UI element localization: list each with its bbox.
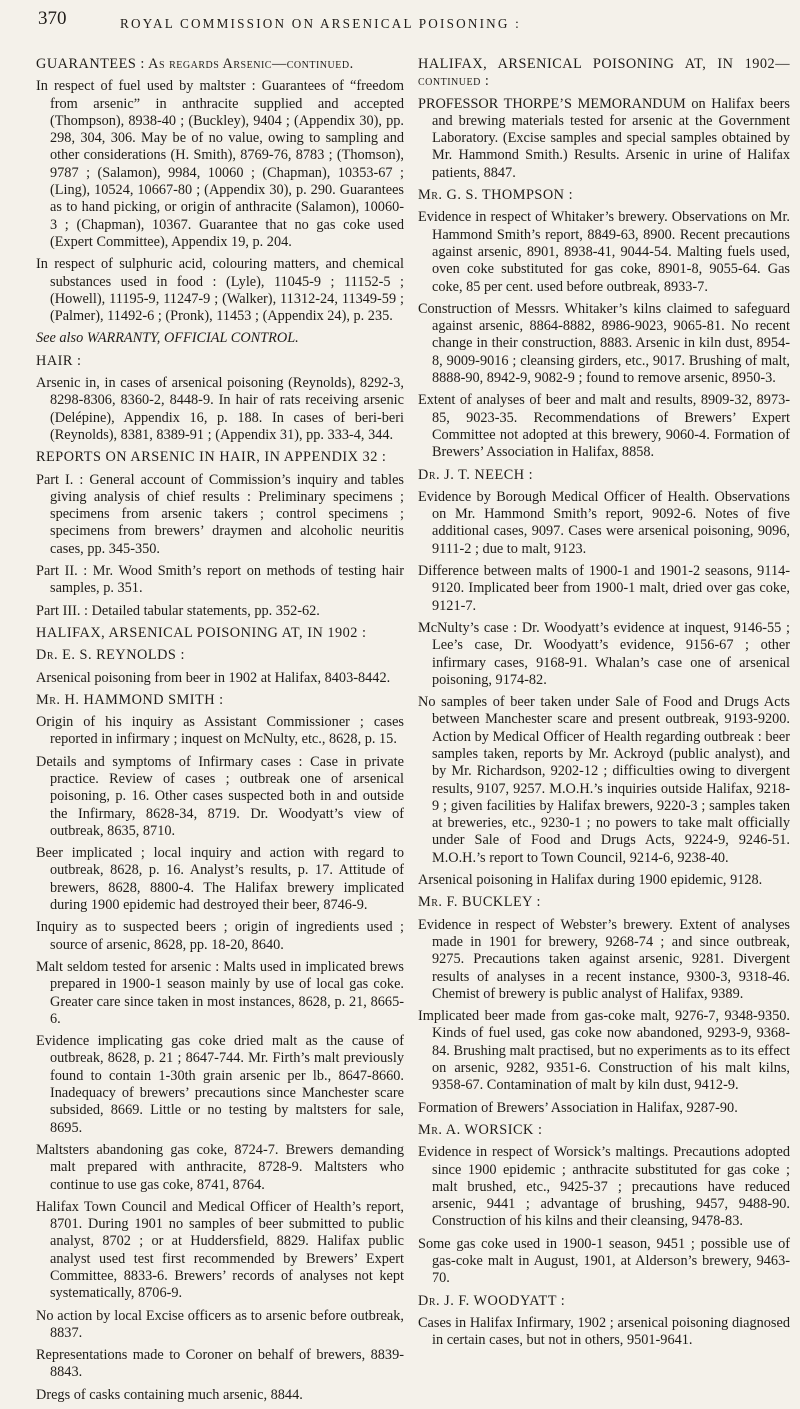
index-entry: No samples of beer taken under Sale of Food and Drugs Acts between Manchester scare and present outbreak, 9193-9200. Action by Medical Officer of Health regarding outbreak : beer samples taken, reports by Mr. Ackroyd (public analyst), and by Mr. Richardson, 9202-12 ; difficulties owing to divergent results, 9107, 9257. M.O.H.’s inquiries outside Halifax, 9218-9 ; given facilities by Halifax brewers, 9220-3 ; samples taken at breweries, etc., 9230-1 ; no powers to take malt officially under Sale of Food and Drugs Acts, 9224-9, 9246-51. M.O.H.’s report to Town Council, 9214-6, 9238-40. bbox=[418, 694, 790, 866]
index-entry: Evidence implicating gas coke dried malt as the cause of outbreak, 8628, p. 21 ; 8647-744. Mr. Firth’s malt previously found to contain 1-30th grain arsenic per lb., 8647-8660. Inadequacy of brewers’ precautions since Manchester scare subsided, 8669. Little or no testing by maltsters for sale, 8695. bbox=[36, 1033, 404, 1136]
witness-name: Mr. G. S. THOMPSON : bbox=[418, 187, 574, 204]
index-entry-heading: GUARANTEES : As regards Arsenic—continued. bbox=[36, 56, 354, 72]
witness-name: Dr. J. F. WOODYATT : bbox=[418, 1292, 566, 1309]
index-entry: Part II. : Mr. Wood Smith’s report on methods of testing hair samples, p. 351. bbox=[36, 563, 404, 597]
index-entry: Construction of Messrs. Whitaker’s kilns claimed to safeguard against arsenic, 8864-8882, 8986-9023, 9065-81. No recent change in their construction, 8883. Arsenic in kiln dust, 8954-8, 9009-9016 ; cleansing girders, etc., 9017. Brushing of malt, 8888-90, 8942-9, 9082-9 ; found to remove arsenic, 8950-3. bbox=[418, 300, 790, 387]
index-entry: Part III. : Detailed tabular statements, pp. 352-62. bbox=[36, 602, 320, 619]
witness-name: Mr. F. BUCKLEY : bbox=[418, 894, 542, 911]
index-entry: No action by local Excise officers as to arsenic before outbreak, 8837. bbox=[36, 1307, 404, 1341]
index-entry: Origin of his inquiry as Assistant Commissioner ; cases reported in infirmary ; inquest on McNulty, etc., 8628, p. 15. bbox=[36, 714, 404, 748]
index-entry: Arsenical poisoning in Halifax during 1900 epidemic, 9128. bbox=[418, 872, 763, 889]
index-entry: In respect of sulphuric acid, colouring matters, and chemical substances used in food : (Lyle), 11045-9 ; 11152-5 ; (Howell), 11195-9, 11247-9 ; (Walker), 11312-24, 11349-59 ; (Palmer), 11492-6 ; (Pronk), 11453 ; (Appendix 24), p. 235. bbox=[36, 256, 404, 325]
index-entry: Evidence in respect of Webster’s brewery. Extent of analyses made in 1901 for brewery, 9268-74 ; and since outbreak, 9275. Precautions taken against arsenic, 9281. Divergent results of analyses in a recent instance, 9300-3, 9318-46. Chemist of brewery is public analyst of Halifax, 9389. bbox=[418, 916, 790, 1002]
index-entry: Some gas coke used in 1900-1 season, 9451 ; possible use of gas-coke malt in August, 1901, at Alderson’s brewery, 9463-70. bbox=[418, 1235, 790, 1287]
index-entry: Evidence by Borough Medical Officer of Health. Observations on Mr. Hammond Smith’s report, 9092-6. Notes of five additional cases, 9097. Cases were arsenical poisoning, 9096, 9111-2 ; due to malt, 9123. bbox=[418, 488, 790, 557]
left-column bbox=[36, 52, 404, 1409]
index-entry: Inquiry as to suspected beers ; origin of ingredients used ; source of arsenic, 8628, pp. 18-20, 8640. bbox=[36, 919, 404, 953]
witness-name: Mr. H. HAMMOND SMITH : bbox=[36, 691, 224, 708]
index-entry: Extent of analyses of beer and malt and results, 8909-32, 8973-85, 9023-35. Recommendations of Brewers’ Expert Committee not adopted at this brewery, 9060-4. Formation of Brewers’ Association in Halifax, 8858. bbox=[418, 392, 790, 461]
witness-name: Dr. E. S. REYNOLDS : bbox=[36, 647, 185, 664]
index-entry: Representations made to Coroner on behalf of brewers, 8839-8843. bbox=[36, 1347, 404, 1381]
page-header bbox=[0, 6, 800, 50]
index-entry: Maltsters abandoning gas coke, 8724-7. Brewers demanding malt prepared with anthracite, 8728-9. Maltsters who continue to use gas coke, 8741, 8764. bbox=[36, 1141, 404, 1193]
index-entry: Halifax Town Council and Medical Officer of Health’s report, 8701. During 1901 no samples of beer submitted to public analyst, 8702 ; or at Huddersfield, 8829. Halifax public analyst used test first recommended by Brewers’ Expert Committee, 8833-6. Brewers’ records of analyses not kept systematically, 8706-9. bbox=[36, 1198, 404, 1302]
index-entry: Evidence in respect of Whitaker’s brewery. Observations on Mr. Hammond Smith’s report, 8849-63, 8900. Recent precautions against arsenic, 8901, 8938-41, 9044-54. Malting fuels used, oven coke substituted for gas coke, 8901-8, 9055-64. Gas coke, 85 per cent. used before outbreak, 8933-7. bbox=[418, 209, 790, 295]
index-entry: Implicated beer made from gas-coke malt, 9276-7, 9348-9350. Kinds of fuel used, gas coke now abandoned, 9293-9, 9368-84. Brushing malt practised, but no experiments as to its effect on arsenic, 9282, 9351-6. Construction of his malt kilns, 9358-67. Contamination of malt by kiln dust, 9412-9. bbox=[418, 1008, 790, 1094]
witness-name: Mr. A. WORSICK : bbox=[418, 1121, 543, 1138]
index-subheading: REPORTS ON ARSENIC IN HAIR, IN APPENDIX 32 : bbox=[36, 449, 387, 466]
see-also-reference: See also WARRANTY, OFFICIAL CONTROL. bbox=[36, 330, 299, 347]
index-entry: Formation of Brewers’ Association in Halifax, 9287-90. bbox=[418, 1099, 738, 1116]
index-entry: Part I. : General account of Commission’s inquiry and tables giving analysis of chief results : Preliminary specimens ; specimens from arsenic takers ; control specimens ; specimens from brewers’ draymen and alcoholic neuritis cases, pp. 345-350. bbox=[36, 471, 404, 557]
index-entry: Cases in Halifax Infirmary, 1902 ; arsenical poisoning diagnosed in certain cases, but not in others, 9501-9641. bbox=[418, 1314, 790, 1349]
index-entry: Malt seldom tested for arsenic : Malts used in implicated brews prepared in 1900-1 season mainly by use of local gas coke. Greater care since taken in most instances, 8628, p. 21, 8665-6. bbox=[36, 958, 404, 1027]
witness-name: Dr. J. T. NEECH : bbox=[418, 466, 534, 483]
right-column bbox=[418, 52, 790, 1354]
index-entry: Difference between malts of 1900-1 and 1901-2 seasons, 9114-9120. Implicated beer from 1900-1 malt, dried over gas coke, 9121-7. bbox=[418, 563, 790, 614]
page-number: 370 bbox=[38, 8, 67, 29]
index-entry: Beer implicated ; local inquiry and action with regard to outbreak, 8628, p. 16. Analyst’s results, p. 17. Attitude of brewers, 8628, 8800-4. The Halifax brewery implicated during 1900 epidemic had destroyed their beer, 8746-9. bbox=[36, 845, 404, 914]
index-entry: In respect of fuel used by maltster : Guarantees of “freedom from arsenic” in anthracite supplied and accepted (Thompson), 8938-40 ; (Buckley), 9404 ; (Appendix 30), pp. 298, 304, 306. May be of no value, owing to sampling and other considerations (H. Smith), 8769-76, 8783 ; (Thomson), 9787 ; (Salamon), 9984, 10060 ; (Chapman), 10353-67 ; (Ling), 10524, 10667-80 ; (Appendix 30), p. 290. Guarantees as to hand picking, or origin of anthracite (Salamon), 10060-3 ; (Chapman), 10367. Guarantee that no gas coke used (Expert Committee), Appendix 19, p. 204. bbox=[36, 78, 404, 250]
index-entry: Evidence in respect of Worsick’s maltings. Precautions adopted since 1900 epidemic ; anthracite substituted for gas coke ; malt brushed, etc., 9425-37 ; precautions have reduced arsenic, 9441 ; advantage of brushing, 9457, 9488-90. Construction of his kilns and their cleansing, 9478-83. bbox=[418, 1144, 790, 1230]
index-entry: Dregs of casks containing much arsenic, 8844. bbox=[36, 1386, 303, 1403]
continued-heading: HALIFAX, ARSENICAL POISONING AT, IN 1902—continued : bbox=[418, 56, 790, 90]
index-entry: PROFESSOR THORPE’S MEMORANDUM on Halifax beers and brewing materials tested for arsenic at the Government Laboratory. (Excise samples and special samples obtained by Mr. Hammond Smith.) Results. Arsenic in urine of Halifax patients, 8847. bbox=[418, 95, 790, 181]
index-entry: McNulty’s case : Dr. Woodyatt’s evidence at inquest, 9146-55 ; Lee’s case, Dr. Woodyatt’s evidence, 9156-67 ; other infirmary cases, 9168-91. Whalan’s case one of arsenical poisoning, 9174-82. bbox=[418, 619, 790, 688]
index-entry: Details and symptoms of Infirmary cases : Case in private practice. Review of cases ; outbreak one of arsenical poisoning, p. 16. Other cases suspected both in and outside the Infirmary, 8628-34, 8719. Dr. Woodyatt’s view of outbreak, 8635, 8710. bbox=[36, 753, 404, 839]
index-heading-hair: HAIR : bbox=[36, 352, 82, 369]
running-title: ROYAL COMMISSION ON ARSENICAL POISONING : bbox=[120, 16, 521, 31]
index-entry: Arsenical poisoning from beer in 1902 at Halifax, 8403-8442. bbox=[36, 669, 391, 686]
index-entry: Arsenic in, in cases of arsenical poisoning (Reynolds), 8292-3, 8298-8306, 8360-2, 8448-9. In hair of rats receiving arsenic (Delépine), Appendix 16, p. 188. In cases of beri-beri (Reynolds), 8381, 8389-91 ; (Appendix 31), pp. 333-4, 344. bbox=[36, 375, 404, 443]
index-heading-halifax: HALIFAX, ARSENICAL POISONING AT, IN 1902 : bbox=[36, 624, 367, 641]
